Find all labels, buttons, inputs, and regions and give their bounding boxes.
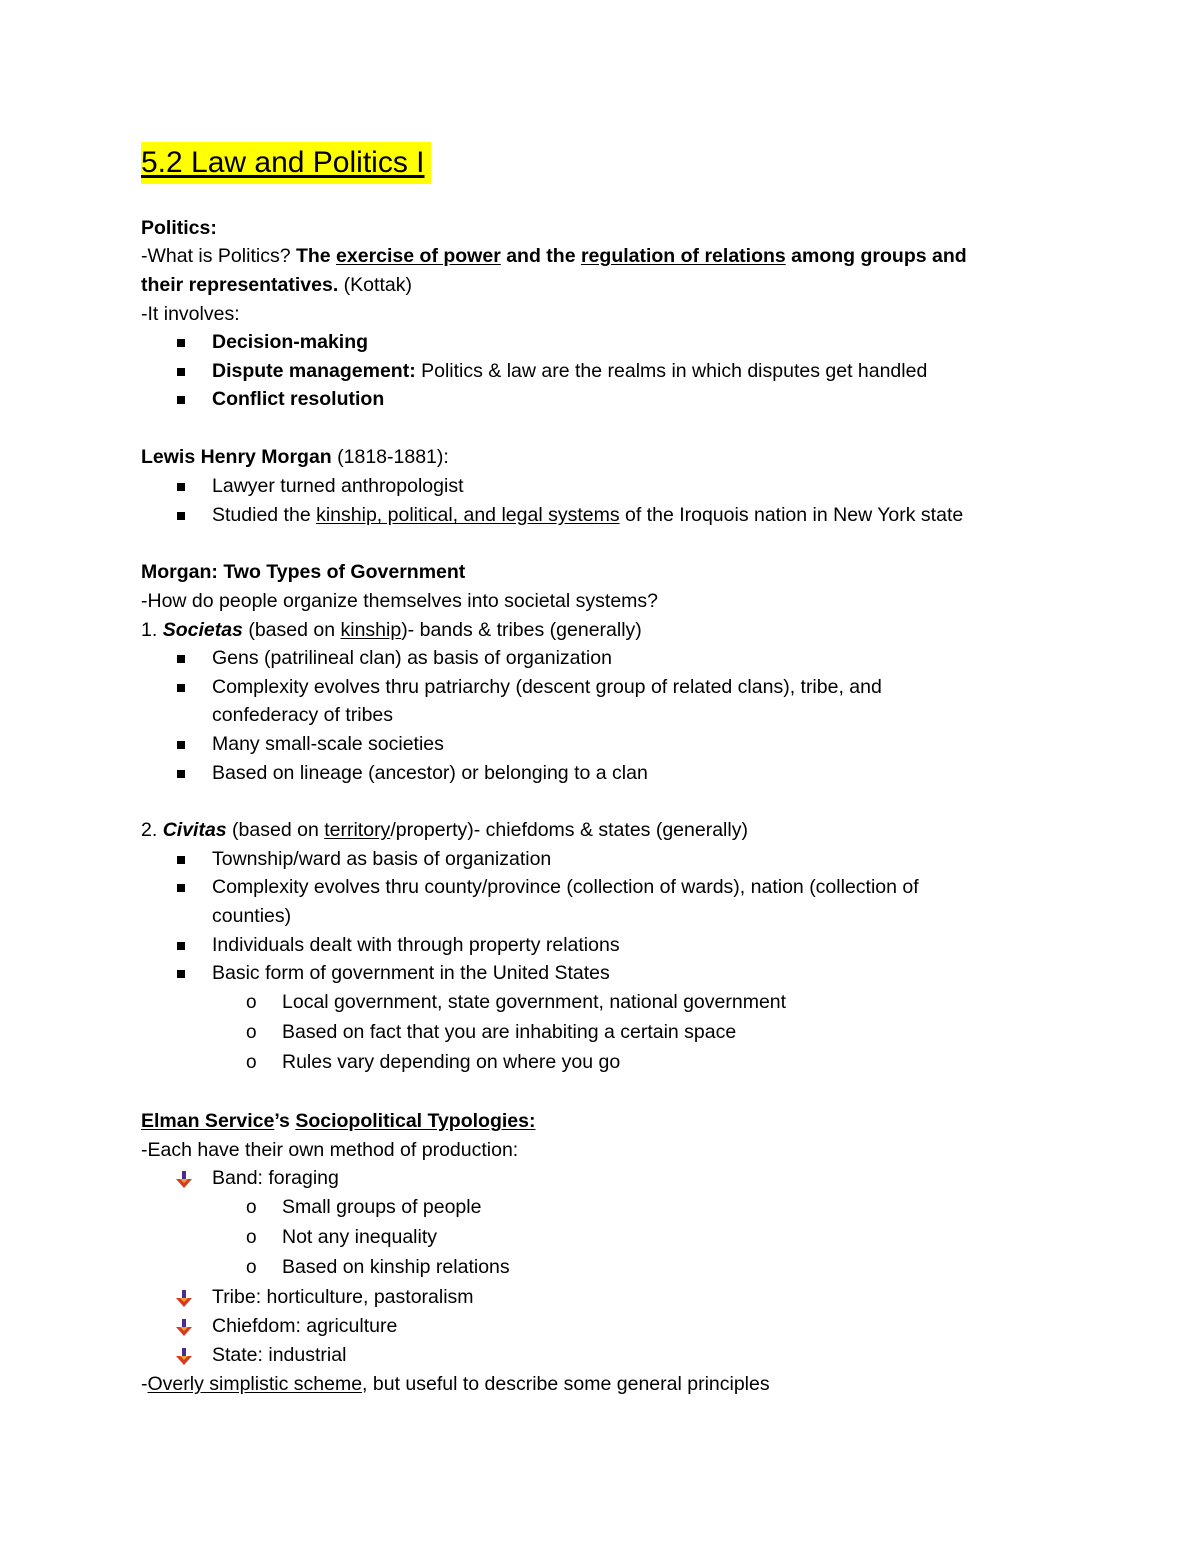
arrow-down-bullet-icon <box>176 1290 192 1308</box>
square-bullet-icon <box>177 512 185 520</box>
square-bullet-icon <box>177 684 185 692</box>
list-item: Conflict resolution <box>212 388 385 410</box>
list-item: Individuals dealt with through property relations <box>212 934 620 956</box>
square-bullet-icon <box>177 970 185 978</box>
list-item: Gens (patrilineal clan) as basis of organization <box>212 647 612 669</box>
sub-list-item: Based on fact that you are inhabiting a certain space <box>282 1021 737 1043</box>
sub-list-item: Local government, state government, national government <box>282 991 787 1013</box>
circle-bullet-icon: o <box>246 1197 257 1218</box>
square-bullet-icon <box>177 856 185 864</box>
circle-bullet-icon: o <box>246 1052 257 1073</box>
arrow-down-bullet-icon <box>176 1319 192 1337</box>
civitas-line: 2. Civitas (based on territory/property)- chiefdoms & states (generally) <box>141 819 748 841</box>
list-item-continuation: counties) <box>212 905 292 927</box>
square-bullet-icon <box>177 942 185 950</box>
square-bullet-icon <box>177 741 185 749</box>
sub-list-item: Rules vary depending on where you go <box>282 1051 621 1073</box>
square-bullet-icon <box>177 339 185 347</box>
list-item: Studied the kinship, political, and legal systems of the Iroquois nation in New York state <box>212 504 964 526</box>
sub-list-item: Small groups of people <box>282 1196 482 1218</box>
list-item: Based on lineage (ancestor) or belonging to a clan <box>212 762 648 784</box>
list-item: Complexity evolves thru patriarchy (descent group of related clans), tribe, and <box>212 676 882 698</box>
government-question: -How do people organize themselves into societal systems? <box>141 590 659 612</box>
circle-bullet-icon: o <box>246 992 257 1013</box>
list-item: Many small-scale societies <box>212 733 444 755</box>
list-item: Lawyer turned anthropologist <box>212 475 464 497</box>
square-bullet-icon <box>177 396 185 404</box>
regulation-of-relations: regulation of relations <box>580 245 786 267</box>
politics-heading: Politics: <box>141 217 217 239</box>
circle-bullet-icon: o <box>246 1022 257 1043</box>
list-item-tribe: Tribe: horticulture, pastoralism <box>212 1286 474 1308</box>
sub-list-item: Not any inequality <box>282 1226 438 1248</box>
circle-bullet-icon: o <box>246 1227 257 1248</box>
title-text: 5.2 Law and Politics I <box>141 146 425 179</box>
list-item-continuation: confederacy of tribes <box>212 704 394 726</box>
arrow-down-bullet-icon <box>176 1348 192 1366</box>
list-item-state: State: industrial <box>212 1344 347 1366</box>
politics-definition-line1: -What is Politics? The exercise of power and the regulation of relations among groups and <box>141 245 967 267</box>
page-title <box>141 142 431 184</box>
square-bullet-icon <box>177 884 185 892</box>
arrow-down-bullet-icon <box>176 1171 192 1189</box>
sub-list-item: Based on kinship relations <box>282 1256 510 1278</box>
square-bullet-icon <box>177 770 185 778</box>
societas-line: 1. Societas (based on kinship)- bands & tribes (generally) <box>141 619 642 641</box>
list-item: Basic form of government in the United States <box>212 962 610 984</box>
square-bullet-icon <box>177 483 185 491</box>
list-item: Township/ward as basis of organization <box>212 848 552 870</box>
politics-definition-line2: their representatives. (Kottak) <box>141 274 412 296</box>
closing-note: -Overly simplistic scheme, but useful to describe some general principles <box>141 1373 770 1395</box>
service-intro: -Each have their own method of production: <box>141 1139 519 1161</box>
exercise-of-power: exercise of power <box>336 245 501 267</box>
list-item: Dispute management: Politics & law are the realms in which disputes get handled <box>212 360 928 382</box>
list-item-chiefdom: Chiefdom: agriculture <box>212 1315 398 1337</box>
morgan-heading: Lewis Henry Morgan (1818-1881): <box>141 446 449 468</box>
government-types-heading: Morgan: Two Types of Government <box>141 561 466 583</box>
list-item: Complexity evolves thru county/province (collection of wards), nation (collection of <box>212 876 919 898</box>
list-item-band: Band: foraging <box>212 1167 339 1189</box>
service-heading: Elman Service’s Sociopolitical Typologies: <box>141 1110 536 1132</box>
square-bullet-icon <box>177 655 185 663</box>
square-bullet-icon <box>177 368 185 376</box>
list-item: Decision-making <box>212 331 369 353</box>
circle-bullet-icon: o <box>246 1257 257 1278</box>
involves-label: -It involves: <box>141 303 240 325</box>
